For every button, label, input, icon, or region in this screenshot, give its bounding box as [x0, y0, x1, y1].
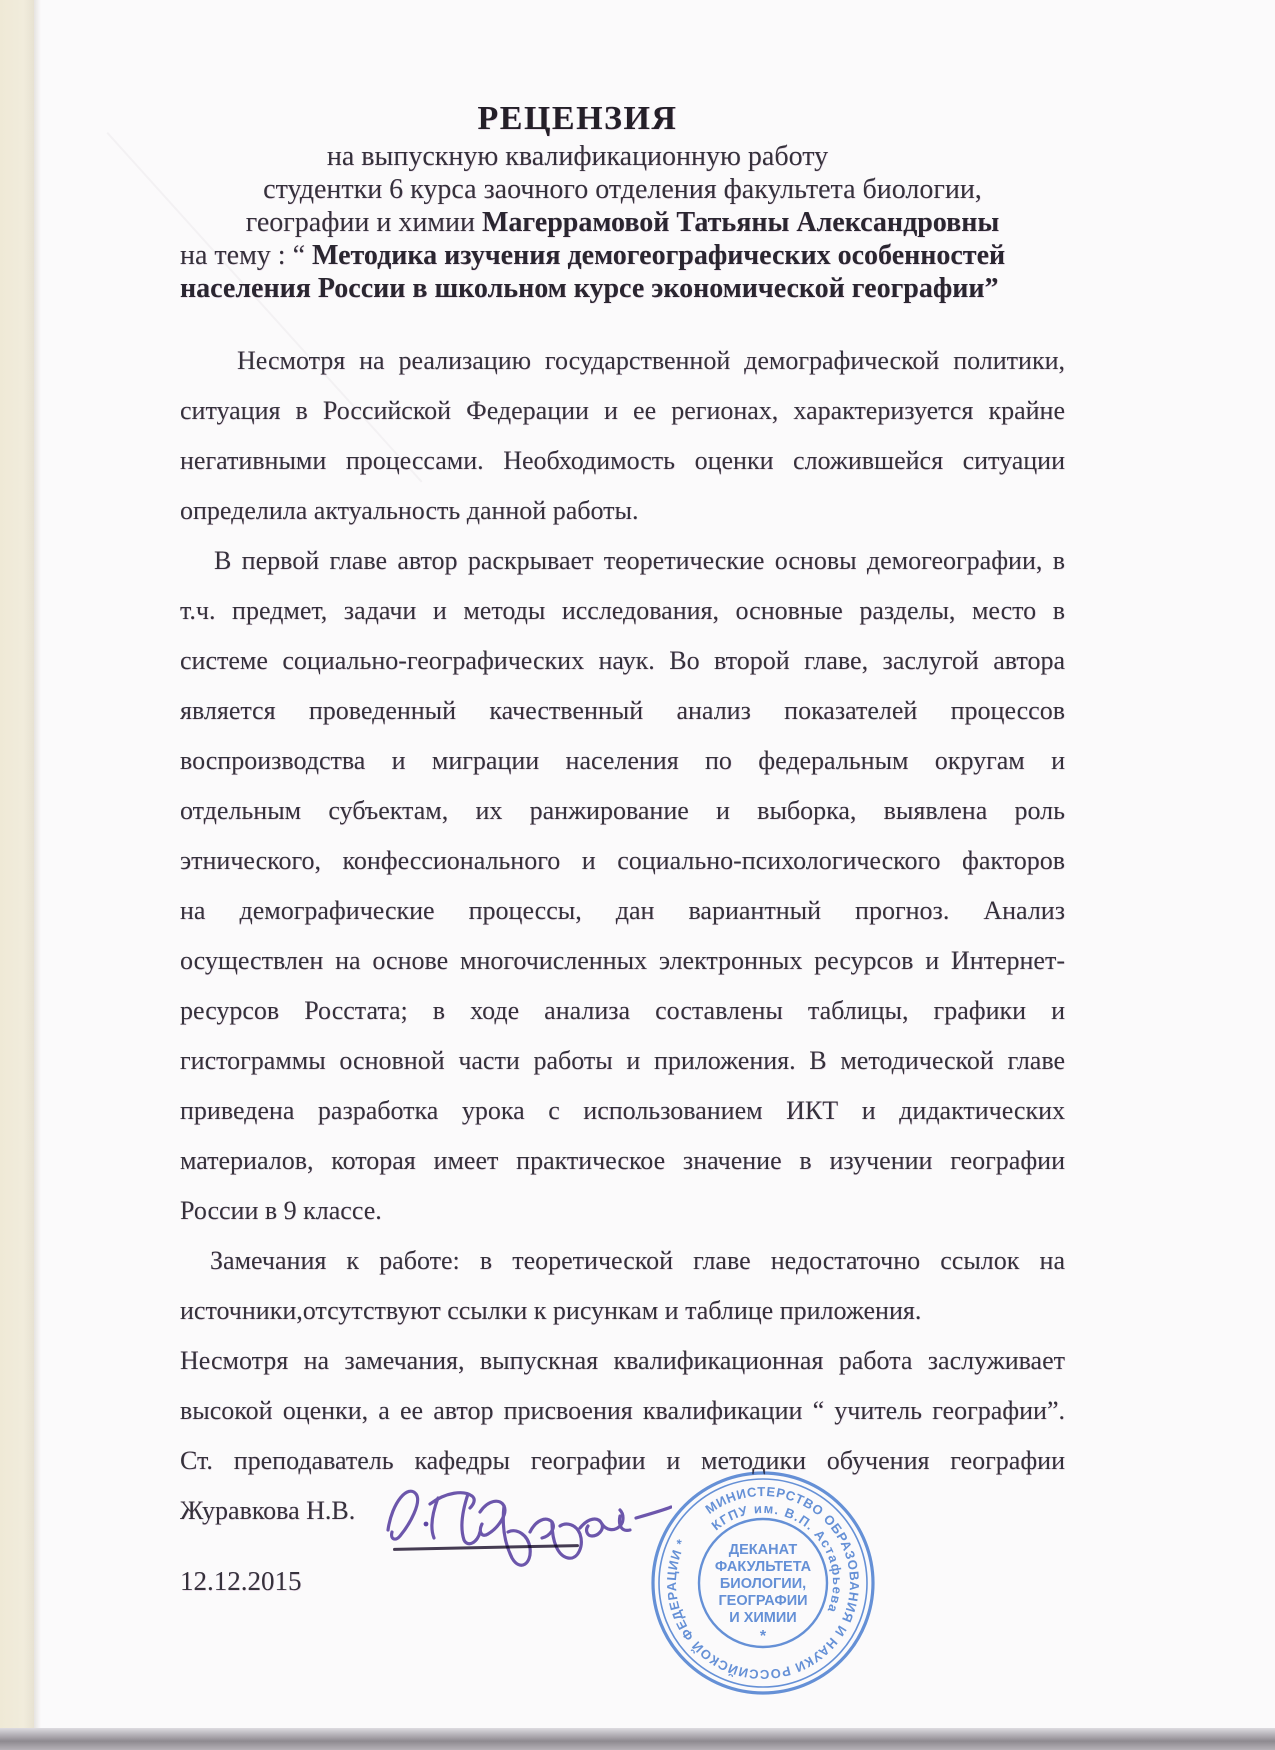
body-paragraphs: [180, 336, 1065, 1536]
stamp-center-line: ГЕОГРАФИИ: [718, 1593, 808, 1609]
signature-stroke: [580, 1519, 602, 1536]
body-line: материалов, которая имеет практическое значение в изучении географии: [180, 1146, 1065, 1175]
stamp-center-text: [715, 1542, 812, 1645]
body-line: приведена разработка урока с использованием ИКТ и дидактических: [180, 1096, 1065, 1125]
header-line-name: [180, 206, 1065, 239]
stamp-inner-ring-text: КГПУ им. В.П. Астафьева: [708, 1500, 846, 1616]
body-line: на демографические процессы, дан вариантный прогноз. Анализ: [180, 896, 1065, 925]
body-line: России в 9 классе.: [180, 1196, 382, 1225]
stamp-seal: [643, 1463, 883, 1703]
signature-stroke: [462, 1494, 480, 1544]
header-line-topic2: населения России в школьном курсе экономической географии”: [180, 273, 999, 304]
signature-dash: [636, 1507, 671, 1518]
signature-stroke: [432, 1498, 438, 1538]
body-line: является проведенный качественный анализ показателей процессов: [180, 696, 1065, 725]
stamp-center-line: ФАКУЛЬТЕТА: [714, 1559, 812, 1575]
stamp-center-line: БИОЛОГИИ,: [719, 1576, 807, 1592]
faculty-text: географии и химии: [245, 207, 475, 238]
body-line: Несмотря на реализацию государственной демографической политики,: [237, 346, 1065, 375]
signature-stroke: [619, 1516, 630, 1530]
header-line-student: студентки 6 курса заочного отделения факультета биологии,: [263, 174, 982, 205]
signature-dot: [424, 1522, 429, 1527]
stamp-star: *: [759, 1628, 767, 1645]
body-line: источники,отсутствуют ссылки к рисункам и таблице приложения.: [180, 1296, 922, 1325]
body-line: высокой оценки, а ее автор присвоения квалификации “ учитель географии”.: [180, 1396, 1065, 1425]
header-line-topic: [180, 239, 1065, 272]
body-line: системе социально-географических наук. Во второй главе, заслугой автора: [180, 646, 1065, 675]
stamp-outer-text: МИНИСТЕРСТВО ОБРАЗОВАНИЯ И НАУКИ РОССИЙСКОЙ ФЕДЕРАЦИИ *: [663, 1483, 863, 1683]
scan-edge-bottom: [0, 1728, 1275, 1750]
signature-stroke: [480, 1501, 505, 1535]
body-line: ситуация в Российской Федерации и ее регионах, характеризуется крайне: [180, 396, 1065, 425]
body-line: Замечания к работе: в теоретической главе недостаточно ссылок на: [210, 1246, 1065, 1275]
body-line: ресурсов Росстата; в ходе анализа составлены таблицы, графики и: [180, 996, 1065, 1025]
topic-prefix: на тему : “: [180, 240, 306, 271]
scan-edge-left-shadow: [34, 0, 41, 1750]
signature-stroke: [552, 1522, 581, 1558]
stamp-center-line: И ХИМИИ: [729, 1610, 797, 1626]
signature-stroke: [530, 1519, 553, 1538]
topic-bold-line1: Методика изучения демогеографических особенностей: [312, 240, 1006, 271]
body-line: гистограммы основной части работы и приложения. В методической главе: [180, 1046, 1065, 1075]
student-name-bold: Магеррамовой Татьяны Александровны: [482, 207, 1000, 238]
body-line: Несмотря на замечания, выпускная квалификационная работа заслуживает: [180, 1346, 1065, 1375]
scan-edge-left: [0, 0, 34, 1750]
body-line: определила актуальность данной работы.: [180, 496, 639, 525]
body-line: этнического, конфессионального и социально-психологического факторов: [180, 846, 1065, 875]
body-line: отдельным субъектам, их ранжирование и выборка, выявлена роль: [180, 796, 1065, 825]
body-line: т.ч. предмет, задачи и методы исследования, основные разделы, место в: [180, 596, 1065, 625]
review-title: РЕЦЕНЗИЯ: [477, 100, 678, 137]
body-line: негативными процессами. Необходимость оценки сложившейся ситуации: [180, 446, 1065, 475]
signoff-date: 12.12.2015: [180, 1566, 302, 1596]
signature-stroke: [503, 1506, 530, 1565]
stamp-center-line: ДЕКАНАТ: [728, 1542, 798, 1558]
body-line: Журавкова Н.В.: [180, 1496, 356, 1525]
signature-handwriting: [372, 1468, 672, 1568]
body-line: воспроизводства и миграции населения по федеральным округам и: [180, 746, 1065, 775]
body-line: осуществлен на основе многочисленных электронных ресурсов и Интернет-: [180, 946, 1065, 975]
review-header: [180, 98, 1065, 305]
body-line: В первой главе автор раскрывает теоретические основы демогеографии, в: [214, 546, 1065, 575]
body-line: Ст. преподаватель кафедры географии и методики обучения географии: [180, 1446, 1065, 1475]
signature-stroke: [388, 1491, 418, 1539]
header-line-type: на выпускную квалификационную работу: [326, 141, 829, 172]
